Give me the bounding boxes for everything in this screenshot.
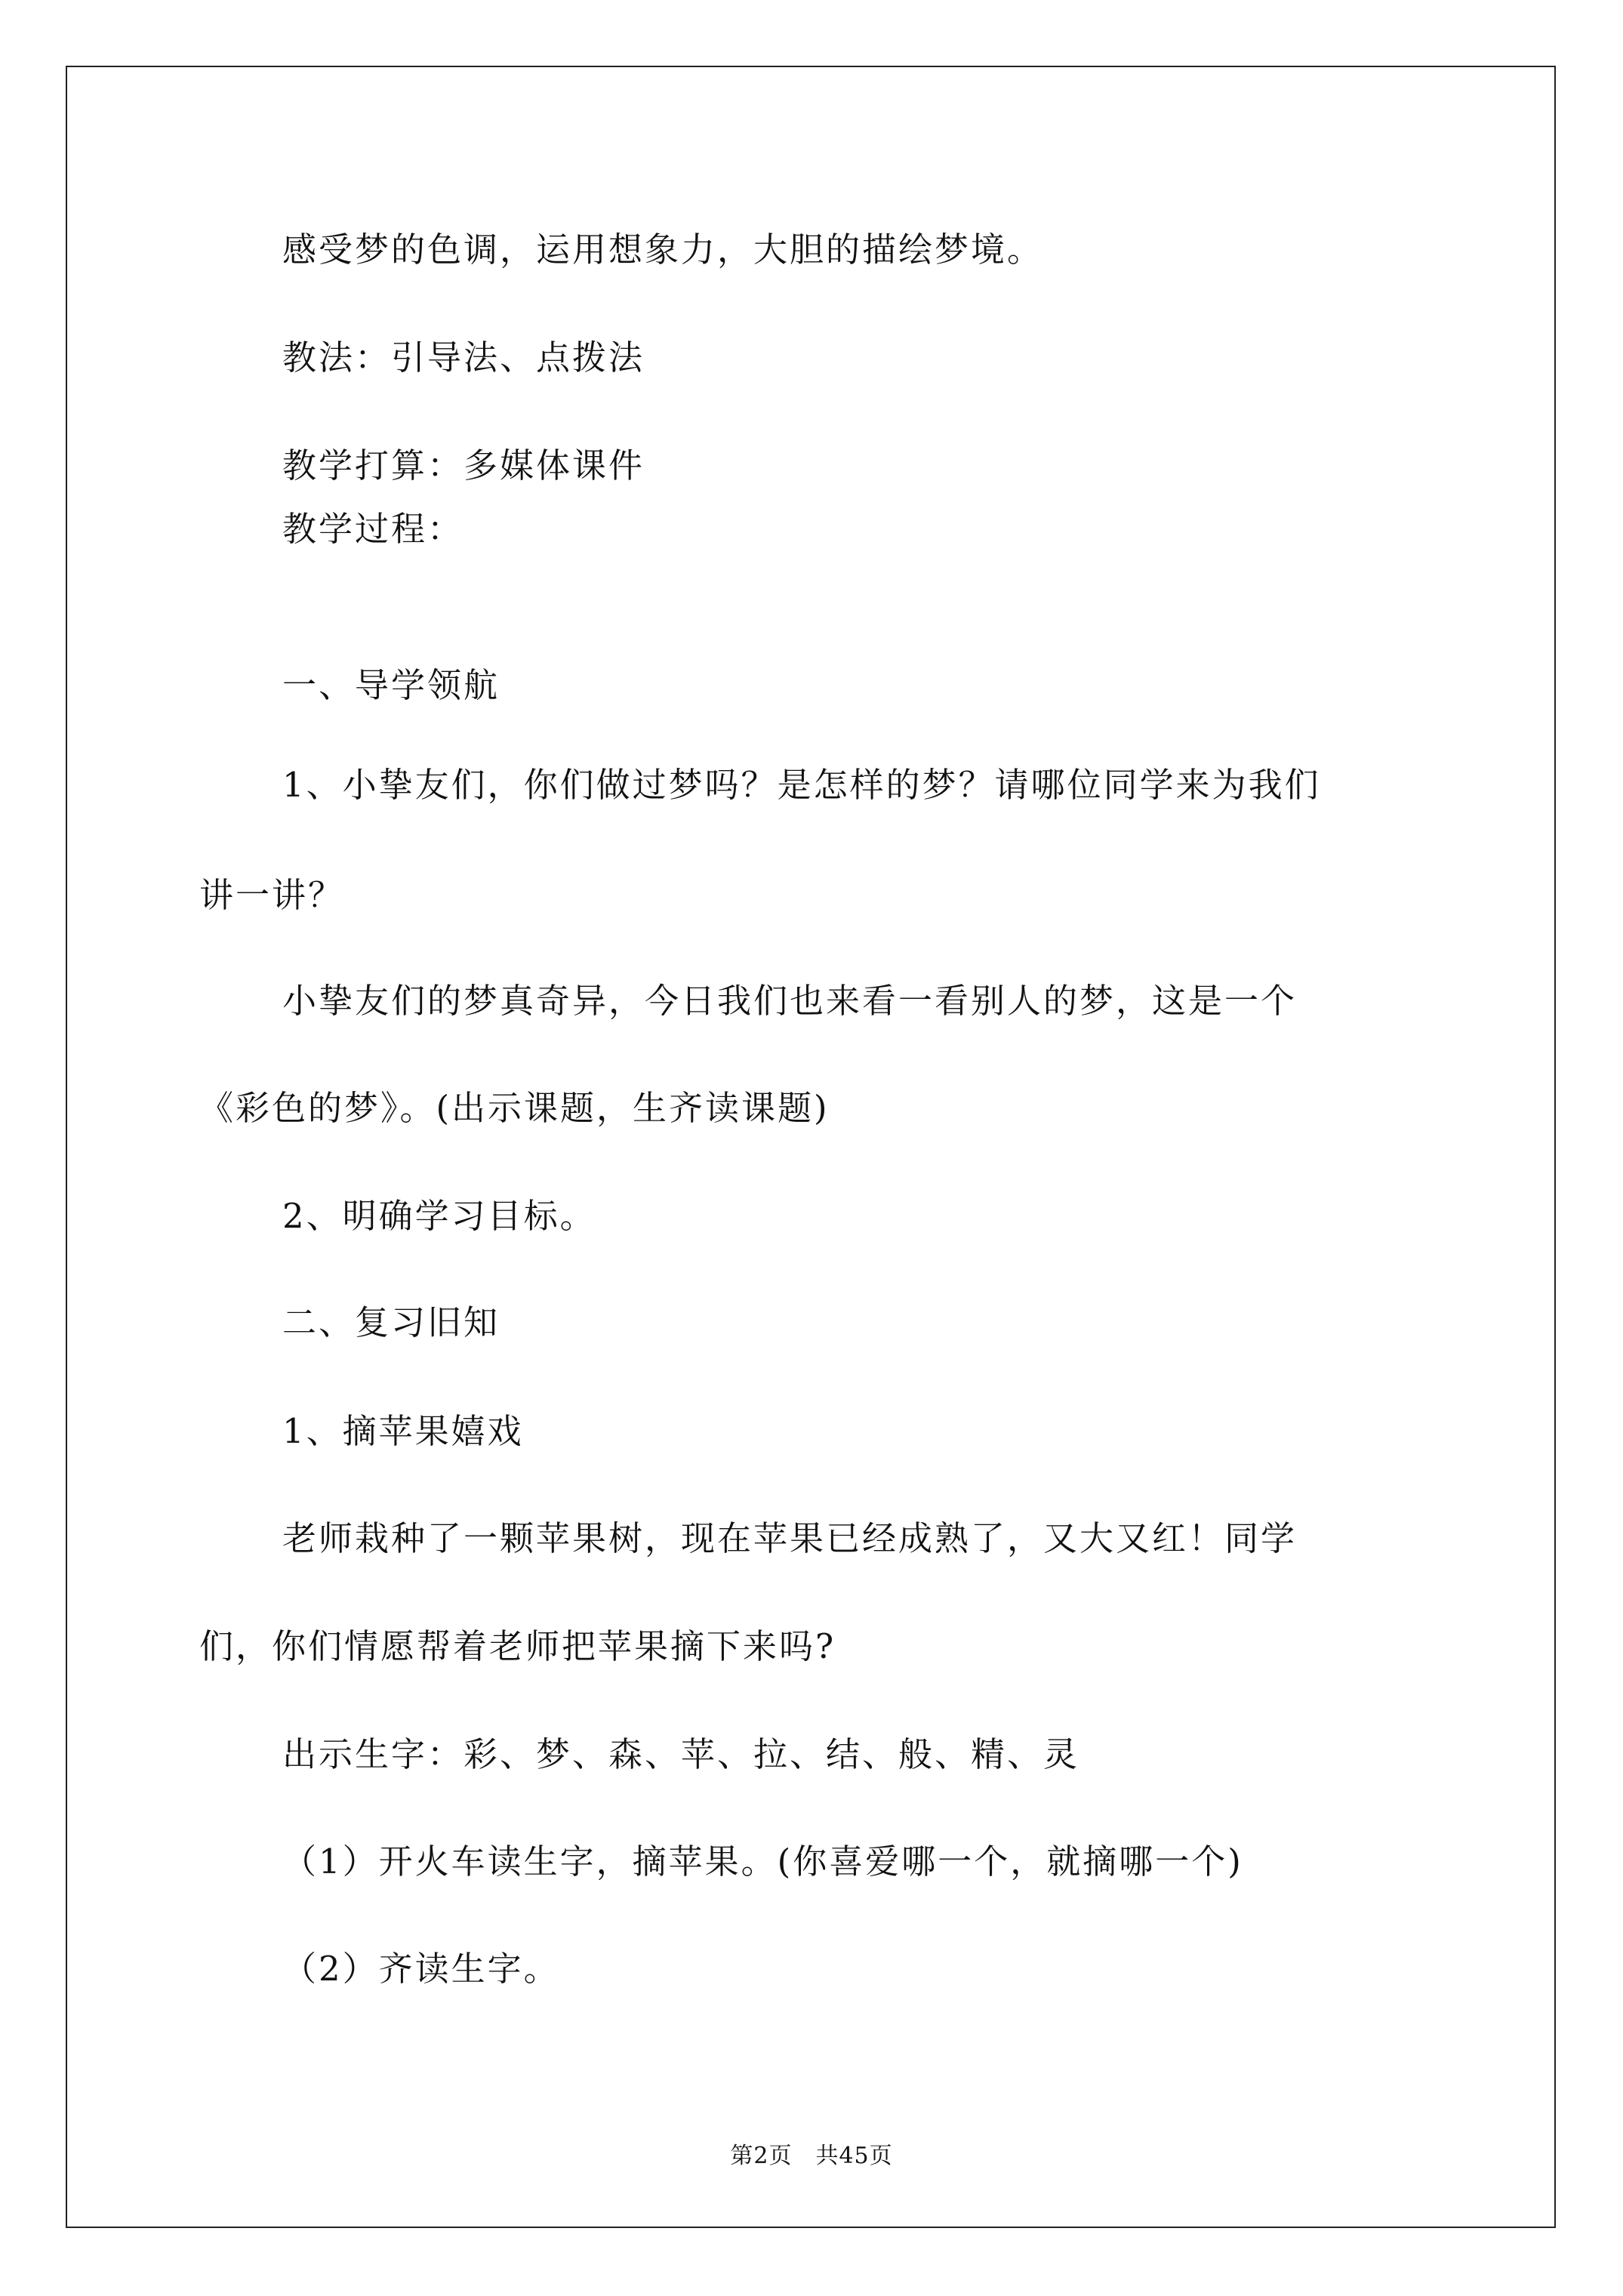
paragraph-item-1-line1: 1、小挚友们，你们做过梦吗？是怎样的梦？请哪位同学来为我们 [282, 765, 1321, 805]
paragraph-teaching-prep: 教学打算：多媒体课件 [282, 445, 645, 485]
paragraph-new-characters: 出示生字：彩、梦、森、苹、拉、结、般、精、灵 [282, 1734, 1080, 1774]
paragraph-process-heading: 教学过程： [282, 509, 464, 549]
paragraph-item-1-line2: 讲一讲？ [199, 875, 345, 915]
section-heading-2: 二、复习旧知 [282, 1302, 500, 1342]
section-heading-1: 一、导学领航 [282, 665, 500, 705]
paragraph-subitem-2: （2）齐读生字。 [282, 1949, 560, 1989]
paragraph-game-line2: 们，你们情愿帮着老师把苹果摘下来吗? [199, 1626, 836, 1666]
paragraph-subitem-1: （1）开火车读生字，摘苹果。(你喜爱哪一个，就摘哪一个) [282, 1841, 1243, 1881]
paragraph-item-2: 2、明确学习目标。 [282, 1196, 596, 1236]
paragraph-game-line1: 老师栽种了一颗苹果树，现在苹果已经成熟了，又大又红！同学 [282, 1518, 1298, 1558]
paragraph-intro-line2: 《彩色的梦》。(出示课题，生齐读课题) [199, 1088, 830, 1128]
paragraph-intro-line1: 小挚友们的梦真奇异，今日我们也来看一看别人的梦，这是一个 [282, 981, 1298, 1021]
page-footer: 第2页 共45页 [730, 2143, 893, 2169]
paragraph-goal: 感受梦的色调，运用想象力，大胆的描绘梦境。 [282, 230, 1044, 270]
paragraph-teaching-method: 教法：引导法、点拨法 [282, 337, 645, 378]
paragraph-game-heading: 1、摘苹果嬉戏 [282, 1411, 524, 1451]
